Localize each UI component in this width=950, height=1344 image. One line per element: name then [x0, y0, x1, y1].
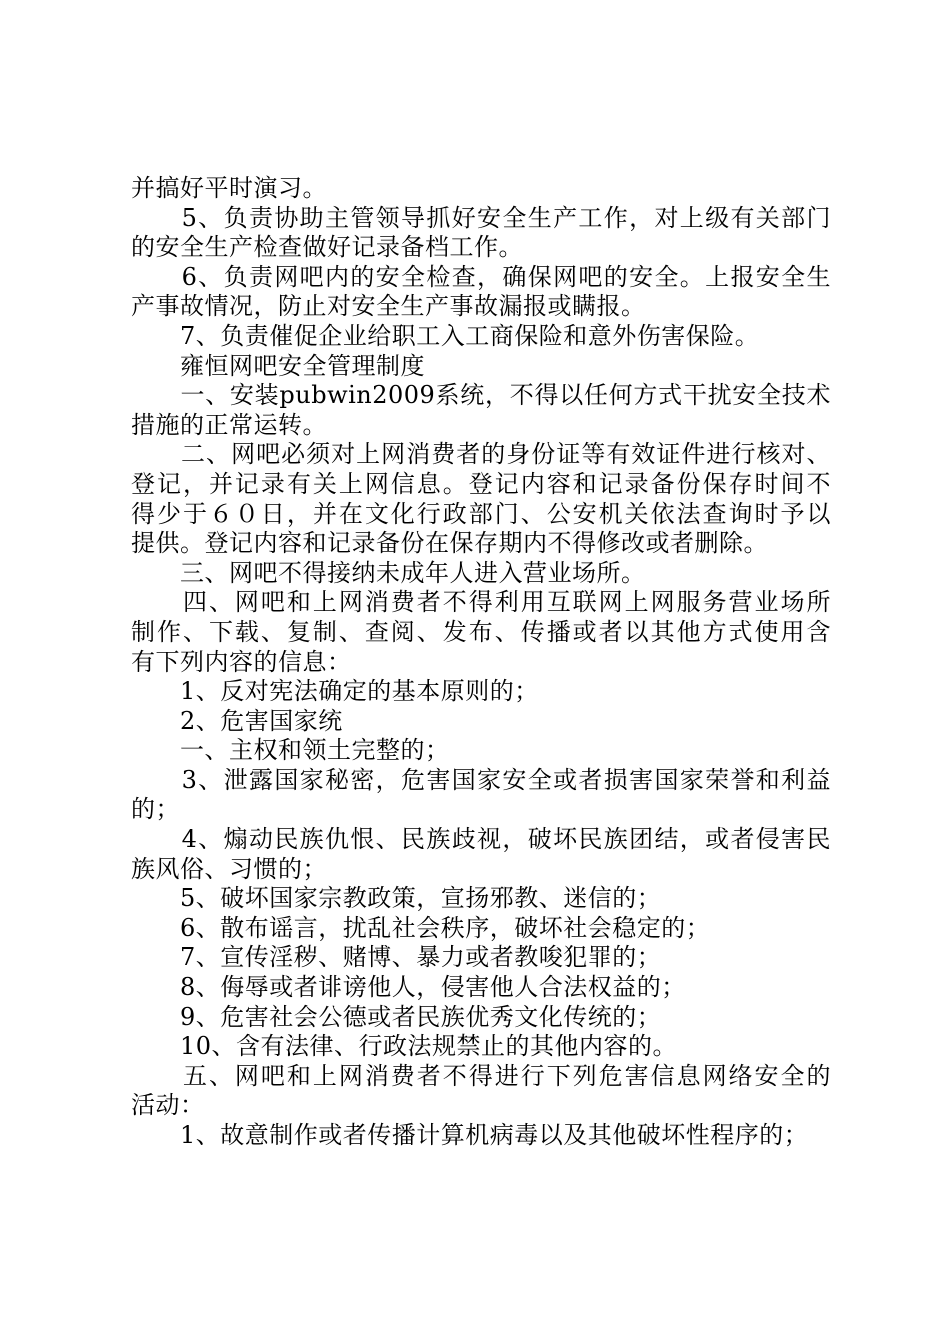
text-line: 族风俗、习惯的；: [131, 854, 327, 883]
text-line: 制作、下载、复制、查阅、发布、传播或者以其他方式使用含: [131, 617, 831, 646]
list-item: 1、故意制作或者传播计算机病毒以及其他破坏性程序的；: [131, 1121, 809, 1149]
text-line: 有下列内容的信息：: [131, 647, 352, 676]
list-item: 7、宣传淫秽、赌博、暴力或者教唆犯罪的；: [131, 943, 662, 972]
text-line: 6、负责网吧内的安全检查，确保网吧的安全。上报安全生: [131, 262, 831, 291]
text-line: 二、网吧必须对上网消费者的身份证等有效证件进行核对、: [131, 440, 831, 469]
text-line: 的；: [131, 795, 180, 824]
text-line: 的安全生产检查做好记录备档工作。: [131, 233, 523, 262]
text-line: 三、网吧不得接纳未成年人进入营业场所。: [131, 558, 646, 587]
list-item: 1、反对宪法确定的基本原则的；: [131, 677, 539, 706]
list-item: 10、含有法律、行政法规禁止的其他内容的。: [131, 1032, 678, 1061]
text-line: 产事故情况，防止对安全生产事故漏报或瞒报。: [131, 292, 646, 321]
list-item: 5、破坏国家宗教政策，宣扬邪教、迷信的；: [131, 884, 662, 913]
list-item: 4、煽动民族仇恨、民族歧视，破坏民族团结，或者侵害民: [131, 825, 831, 854]
text-line: 登记，并记录有关上网信息。登记内容和记录备份保存时间不: [131, 469, 831, 498]
text-line: 五、网吧和上网消费者不得进行下列危害信息网络安全的: [131, 1061, 831, 1090]
document-body: [131, 174, 831, 1151]
text-line: 7、负责催促企业给职工入工商保险和意外伤害保险。: [131, 321, 760, 350]
text-line: 提供。登记内容和记录备份在保存期内不得修改或者删除。: [131, 529, 768, 558]
list-item: 3、泄露国家秘密，危害国家安全或者损害国家荣誉和利益: [131, 765, 831, 794]
list-item: 一、主权和领土完整的；: [131, 736, 450, 765]
text-line: 四、网吧和上网消费者不得利用互联网上网服务营业场所: [131, 588, 831, 617]
text-line: 措施的正常运转。: [131, 410, 327, 439]
text-line: 得少于６０日，并在文化行政部门、公安机关依法查询时予以: [131, 499, 831, 528]
list-item: 6、散布谣言，扰乱社会秩序，破坏社会稳定的；: [131, 913, 711, 942]
list-item: 2、危害国家统: [131, 706, 343, 735]
text-line: 活动：: [131, 1091, 205, 1120]
list-item: 9、危害社会公德或者民族优秀文化传统的；: [131, 1002, 662, 1031]
text-line: 5、负责协助主管领导抓好安全生产工作，对上级有关部门: [131, 203, 831, 232]
list-item: 8、侮辱或者诽谤他人，侵害他人合法权益的；: [131, 973, 686, 1002]
section-title: 雍恒网吧安全管理制度: [131, 351, 425, 380]
text-line: 一、安装pubwin2009系统，不得以任何方式干扰安全技术: [131, 381, 831, 410]
text-line: 并搞好平时演习。: [131, 174, 327, 202]
